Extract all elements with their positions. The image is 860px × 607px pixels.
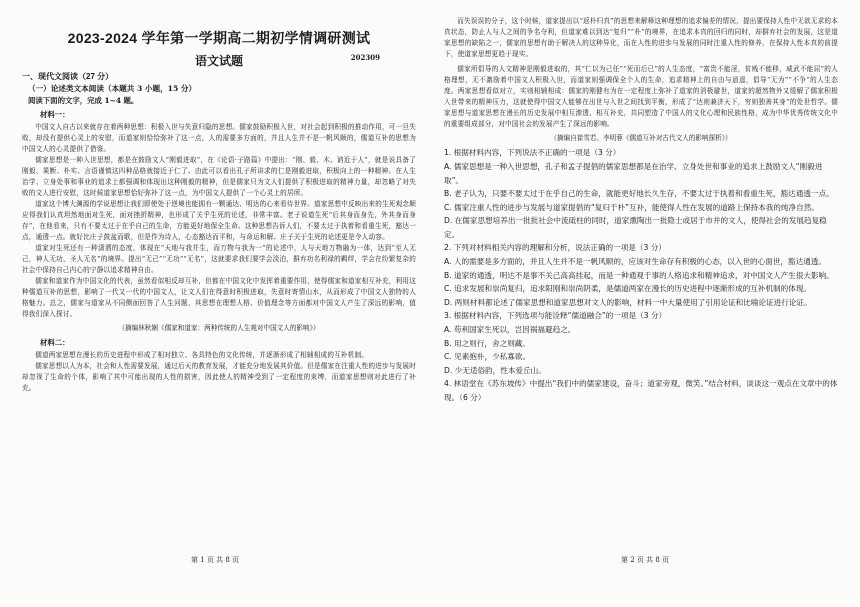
paragraph: 儒家思想是一种入世思想，都是在鼓励文人“刚毅进取”，在《论语·子路篇》中提出：“刚、毅、木、讷近于人”，就是说具备了刚毅、果断、朴实、言语谨慎这四种品格就接近于仁了。由此可以看出孔子所讲求的仁是刚毅进取，积极向上的一种精神。在人生治学、立身处事和事业的追求上都强调和体现出这种刚毅的精神，但是儒家只为文人们提供了积极进取的精神力量，却忽略了对失败的文人进行安慰，这时候道家思想恰好弥补了这一点，为中国文人提供了一个心灵上的居所。 (22, 156, 416, 197)
option: B. 老子认为，只要不要太过于在乎自己的生命，就能更好地长久生存，不要太过于执着和看重生死，豁达通透一点。 (444, 189, 834, 198)
paragraph: 道家对生死还有一种潇洒的态度，体现在“天地与我并生，而万物与我为一”的论述中，人与天地万物融为一体，达到“至人无己，神人无功，圣人无名”的境界。提出“无己”“无功”“无名”，这就要求我们要学会淡泊，摒弃功名利禄的羁绊，学会在纷繁复杂的社会中保持自己内心的宁静以追求精神自由。 (22, 244, 416, 274)
section-heading: 一、现代文阅读（27 分） (22, 72, 114, 81)
option: C. 见素抱朴，少私寡欲。 (444, 352, 531, 361)
paragraph: 儒家思想以人为本，社会和人性需要发展，通过后天的教育发展，才能充分地发展其价值。但是儒家在注重人性的进步与发展时却忽视了生命的个体，影响了其中可能出现的人性的损害，因此使人的精神受到了一定程度的束缚，而道家思想则对此进行了补充。 (22, 362, 416, 392)
option: D. 两则材料都论述了儒家思想和道家思想对文人的影响，材料一中大量使用了引用论证和比喻论证进行论证。 (444, 297, 812, 307)
option: B. 道家的通透，明达不是事不关己高高挂起，而是一种通观于事的人格追求和精神追求，对中国文人产生很大影响。 (444, 270, 834, 280)
material-label: 材料一： (40, 110, 70, 119)
option: A. 人的需要是多方面的，并且人生并不是一帆风顺的，应该对生命存有积极的心态，以入世的心面世，豁达通透。 (444, 257, 826, 266)
option: D. 少无适俗韵，性本爱丘山。 (444, 365, 546, 375)
question-1: 1. 根据材料内容，下列说法不正确的一项是（3 分） (444, 148, 621, 157)
option: A. 苟利国家生死以，岂因祸福避趋之。 (444, 325, 576, 334)
exam-code: 202309 (350, 53, 380, 62)
material-label: 材料二： (40, 338, 70, 347)
paragraph: 儒道两家思想在漫长的历史进程中形成了相对独立、各具特色的文化传统，并逐渐形成了相辅相成的互补机制。 (35, 351, 369, 359)
question-4: 4. 林语堂在《苏东坡传》中提出“我们中的儒家建设，奋斗；道家旁观，微笑。”结合材料，谈谈这一观点在文章中的体现。（6 分） (444, 379, 838, 402)
page-footer: 第 2 页 共 8 页 (620, 556, 670, 564)
option: C. 追求发展和崇尚复归，追求阳刚和崇尚阴柔，是儒道两家在漫长的历史进程中逐渐形成的互补机制的体现。 (444, 284, 812, 293)
page-footer: 第 1 页 共 8 页 (190, 556, 240, 564)
option: B. 用之则行，舍之则藏。 (444, 338, 530, 348)
paragraph: 道家这个博大渊源的学说思想让我们即使处于逆境也能拥有一颗通达、明达的心来看待世界。道家思想中反映出来的生死观念顺应得我们认真坦然地面对生死，面对挫折精神，也形成了关乎生死的论述，非常丰富。老子说道生死“后其身而身先，外其身而身存”，在他看来，只有不要太过于在乎自己的生命，方能更好地保全生命。这种思想告诉人们，不要太过于执着和看重生死，豁达一点，通透一点。就好比庄子鼓盆而歌，但是作为诗人，心态豁达而平和，与命运和解。庄子关于生死的论述更是令人动容。 (22, 200, 416, 241)
subtitle-row (22, 50, 416, 66)
paragraph: 儒家所倡导的人文精神是刚毅进取的，其“仁以为己任”“死而后已”的人生态度，“富贵不能淫，贫贱不能移，威武不能屈”的人格理想，无不激励着中国文人积极入世，而道家则强调保全个人的生命，追求精神上的自由与逍遥，倡导“无为”“不争”的人生态度。两家思想看似对立，实则相辅相成：儒家的刚健有为在一定程度上弥补了道家的消极避世，道家的超然物外又缓解了儒家积极入世带来的精神压力，这就使得中国文人能够在出世与入世之间找到平衡，形成了“达则兼济天下，穷则独善其身”的处世哲学。儒家思想与道家思想在漫长的历史发展中相互渗透、相互补充，共同塑造了中国人的文化心理和民族性格，成为中华优秀传统文化中的重要组成部分，对中国社会的发展产生了深远的影响。 (444, 65, 838, 128)
option: C. 儒家注重人性的进步与发展与道家提倡的“复归于朴”互补，能使得人性在发展的道路上保持本我的纯净自然。 (444, 202, 819, 212)
paragraph: 而失误误的分子，这个时候，道家提出以“返朴归真”的思想来解释这种理想的追求偏差的情况，提出要保持人性中无欲无求的本真状态，防止人与人之间的争名夺利，但道家难以到达“复归”“朴”的境界，在追求本真的回归的同时，却摒弃社会的发展，这是道家思想的缺陷之一，儒家的思想有助于解决人的这种异化，而在人性的进步与发展的同时注重人性的修养，在保持人性本真的前提下，使道家思想更趋于现实。 (444, 17, 838, 58)
option: D. 在儒家思想培养出一批批社会中流砥柱的同时，道家熏陶出一批隐士或居于市井的文人，使得社会的发展趋复稳定。 (444, 216, 827, 239)
question-2: 2. 下列对材料相关内容的理解和分析，说法正确的一项是（3 分） (444, 243, 666, 252)
right-column (430, 0, 860, 607)
source-citation: （摘编自崔雪若、李明蓉《儒道互补对古代文人的影响探析》） (550, 134, 732, 142)
exam-title: 2023-2024 学年第一学期高二期初学情调研测试 (67, 30, 371, 46)
source-citation: （摘编林秋娴《儒家和道家：两种传统的人生观对中国文人的影响》） (118, 324, 320, 332)
reading-instruction: 阅读下面的文字，完成 1~4 题。 (28, 96, 139, 105)
subsection-heading: （一）论述类文本阅读（本题共 3 小题，15 分） (28, 84, 197, 93)
paragraph: 中国文人自古以来就存在着两种思想：积极入世与失意归隐的思想。儒家鼓励积极入世，对社会起到积极的推动作用，可一旦失败，却没有提供心灵上的安慰，而道家则恰恰弥补了这一点，人的需要多方面的，并且人生并不是一帆风顺的，儒道互补的思想为中国文人的心灵提供了借鉴。 (22, 123, 416, 153)
paragraph: 儒家和道家作为中国文化的代表，虽然看似相反却互补，但都在中国文化中发挥着重要作用，使得儒家和道家相互补充，利用这种儒道互补的思想，影响了一代又一代的中国文人，让文人们在得意时积极进取，失意时寄情山水，从而形成了中国文人独特的人格魅力。总之，儒家与道家从不同侧面回答了人生问题，其思想在理想人格、价值理念等方面都对中国文人产生了深远的影响，值得我们深入探讨。 (22, 277, 416, 318)
subject-title: 语文试题 (194, 54, 243, 68)
question-3: 3. 根据材料内容，下列选项与能诠释“儒道融合”的一项是（3 分） (444, 311, 667, 320)
option: A. 儒家思想是一种入世思想，孔子和孟子提倡的儒家思想都是在治学、立身处世和事业的追求上鼓励文人“刚毅进取”。 (444, 162, 823, 185)
